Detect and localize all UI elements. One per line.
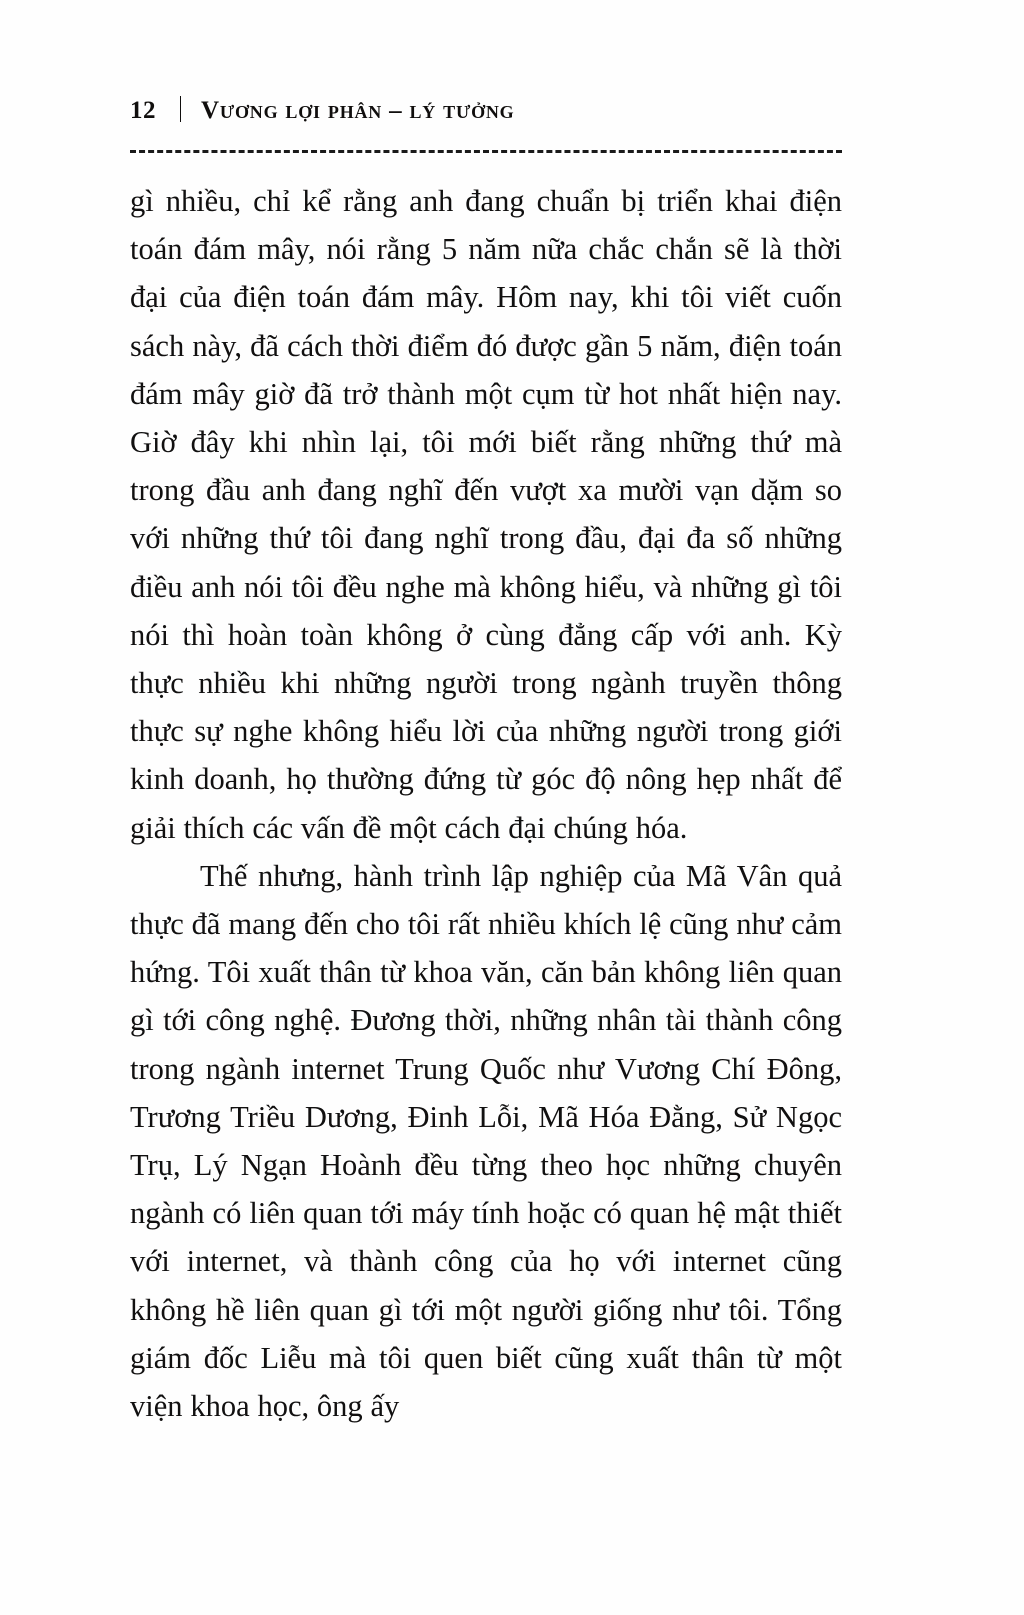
body-text-block xyxy=(130,177,842,1430)
paragraph: gì nhiều, chỉ kể rằng anh đang chuẩn bị triển khai điện toán đám mây, nói rằng 5 năm nữa chắc chắn sẽ là thời đại của điện toán đám mây. Hôm nay, khi tôi viết cuốn sách này, đã cách thời điểm đó được gần 5 năm, điện toán đám mây giờ đã trở thành một cụm từ hot nhất hiện nay. Giờ đây khi nhìn lại, tôi mới biết rằng những thứ mà trong đầu anh đang nghĩ đến vượt xa mười vạn dặm so với những thứ tôi đang nghĩ trong đầu, đại đa số những điều anh nói tôi đều nghe mà không hiểu, và những gì tôi nói thì hoàn toàn không ở cùng đẳng cấp với anh. Kỳ thực nhiều khi những người trong ngành truyền thông thực sự nghe không hiểu lời của những người trong giới kinh doanh, họ thường đứng từ góc độ nông hẹp nhất để giải thích các vấn đề một cách đại chúng hóa. xyxy=(130,184,842,845)
page-number: 12 xyxy=(130,97,156,124)
paragraph: Thế nhưng, hành trình lập nghiệp của Mã Vân quả thực đã mang đến cho tôi rất nhiều khích lệ cũng như cảm hứng. Tôi xuất thân từ khoa văn, căn bản không liên quan gì tới công nghệ. Đương thời, những nhân tài thành công trong ngành internet Trung Quốc như Vương Chí Đông, Trương Triều Dương, Đinh Lỗi, Mã Hóa Đằng, Sử Ngọc Trụ, Lý Ngạn Hoành đều từng theo học những chuyên ngành có liên quan tới máy tính hoặc có quan hệ mật thiết với internet, và thành công của họ với internet cũng không hề liên quan gì tới một người giống như tôi. Tổng giám đốc Liễu mà tôi quen biết cũng xuất thân từ một viện khoa học, ông ấy xyxy=(130,858,842,1424)
header-separator-rule xyxy=(180,96,181,122)
header-dashed-divider xyxy=(130,150,842,153)
running-head xyxy=(130,92,840,134)
running-title: vương lợi phân – lý tưởng xyxy=(201,97,515,124)
